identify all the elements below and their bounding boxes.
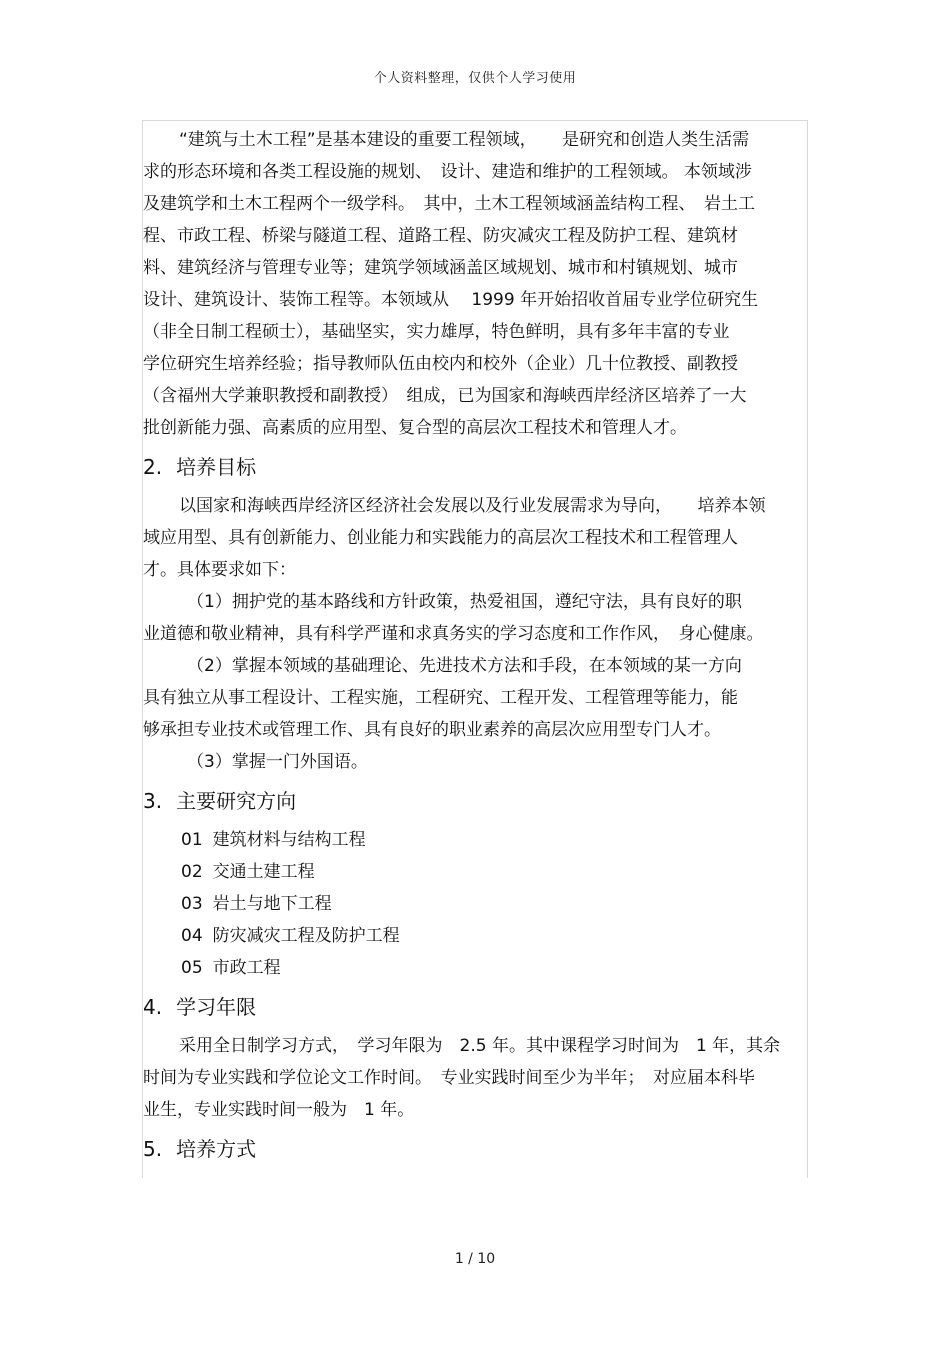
requirement-2 [143,650,807,746]
document-body [143,124,807,1172]
intro-line: （非全日制工程硕士），基础坚实，实力雄厚，特色鲜明，具有多年丰富的专业 [143,322,730,342]
direction-code: 03 [181,894,203,914]
list-item [143,920,807,952]
direction-code: 05 [181,958,203,978]
paragraph-line: 时间为专业实践和学位论文工作时间。 专业实践时间至少为半年； 对应届本科毕 [143,1068,755,1088]
section-heading-study-duration [143,990,807,1024]
intro-line: 料、建筑经济与管理专业等；建筑学领域涵盖区域规划、城市和村镇规划、城市 [143,258,738,278]
intro-line: 程、市政工程、桥梁与隧道工程、道路工程、防灾减灾工程及防护工程、建筑材 [143,226,738,246]
intro-line: 学位研究生培养经验；指导教师队伍由校内和校外（企业）几十位教授、副教授 [143,354,738,374]
section-heading-research-directions [143,784,807,818]
section-number: 5. [143,1137,163,1161]
section-title: 培养目标 [176,455,257,479]
section-title: 培养方式 [176,1137,257,1161]
requirement-line: （3）掌握一门外国语。 [187,752,368,772]
section-heading-training-mode [143,1132,807,1166]
section-heading-training-goals [143,450,807,484]
list-item [143,952,807,984]
requirement-line: 具有独立从事工程设计、工程实施，工程研究、工程开发、工程管理等能力，能 [143,688,738,708]
intro-line: 设计、建筑设计、装饰工程等。本领域从 1999 年开始招收首届专业学位研究生 [143,290,759,310]
research-directions-list [143,824,807,984]
list-item [143,856,807,888]
paragraph-line: 域应用型、具有创新能力、创业能力和实践能力的高层次工程技术和工程管理人 [143,528,738,548]
paragraph-line: 业生，专业实践时间一般为 1 年。 [143,1100,415,1120]
intro-paragraph [143,124,807,444]
intro-line: （含福州大学兼职教授和副教授） 组成，已为国家和海峡西岸经济区培养了一大 [143,386,747,406]
direction-code: 02 [181,862,203,882]
requirement-line: （1）拥护党的基本路线和方针政策，热爱祖国，遵纪守法，具有良好的职 [187,592,742,612]
section-number: 2. [143,455,163,479]
requirement-3 [143,746,807,778]
paragraph-line: 以国家和海峡西岸经济区经济社会发展以及行业发展需求为导向， 培养本领 [179,496,766,516]
requirement-line: 业道德和敬业精神，具有科学严谨和求真务实的学习态度和工作作风， 身心健康。 [143,624,764,644]
intro-line: 及建筑学和土木工程两个一级学科。 其中，土木工程领域涵盖结构工程、 岩土工 [143,194,755,214]
intro-line: 批创新能力强、高素质的应用型、复合型的高层次工程技术和管理人才。 [143,418,687,438]
paragraph-line: 采用全日制学习方式， 学习年限为 2.5 年。其中课程学习时间为 1 年，其余 [179,1036,781,1056]
section-title: 学习年限 [176,995,257,1019]
direction-name: 建筑材料与结构工程 [212,830,366,850]
intro-line: 求的形态环境和各类工程设施的规划、 设计、建造和维护的工程领域。 本领域涉 [143,162,752,182]
paragraph-line: 才。具体要求如下： [143,560,296,580]
requirement-line: 够承担专业技术或管理工作、具有良好的职业素养的高层次应用型专门人才。 [143,720,721,740]
direction-code: 01 [181,830,203,850]
list-item [143,824,807,856]
list-item [143,888,807,920]
section-number: 4. [143,995,163,1019]
direction-code: 04 [181,926,203,946]
intro-line: “建筑与土木工程”是基本建设的重要工程领域， 是研究和创造人类生活需 [179,130,750,150]
study-duration-paragraph [143,1030,807,1126]
direction-name: 交通土建工程 [212,862,315,882]
section-number: 3. [143,789,163,813]
page-indicator: 1 / 10 [454,1251,496,1267]
training-goals-paragraph [143,490,807,586]
direction-name: 防灾减灾工程及防护工程 [212,926,400,946]
requirement-1 [143,586,807,650]
section-title: 主要研究方向 [176,789,297,813]
direction-name: 市政工程 [212,958,281,978]
requirement-line: （2）掌握本领域的基础理论、先进技术方法和手段，在本领域的某一方向 [187,656,742,676]
direction-name: 岩土与地下工程 [212,894,332,914]
page-header: 个人资料整理，仅供个人学习使用 [373,71,577,86]
